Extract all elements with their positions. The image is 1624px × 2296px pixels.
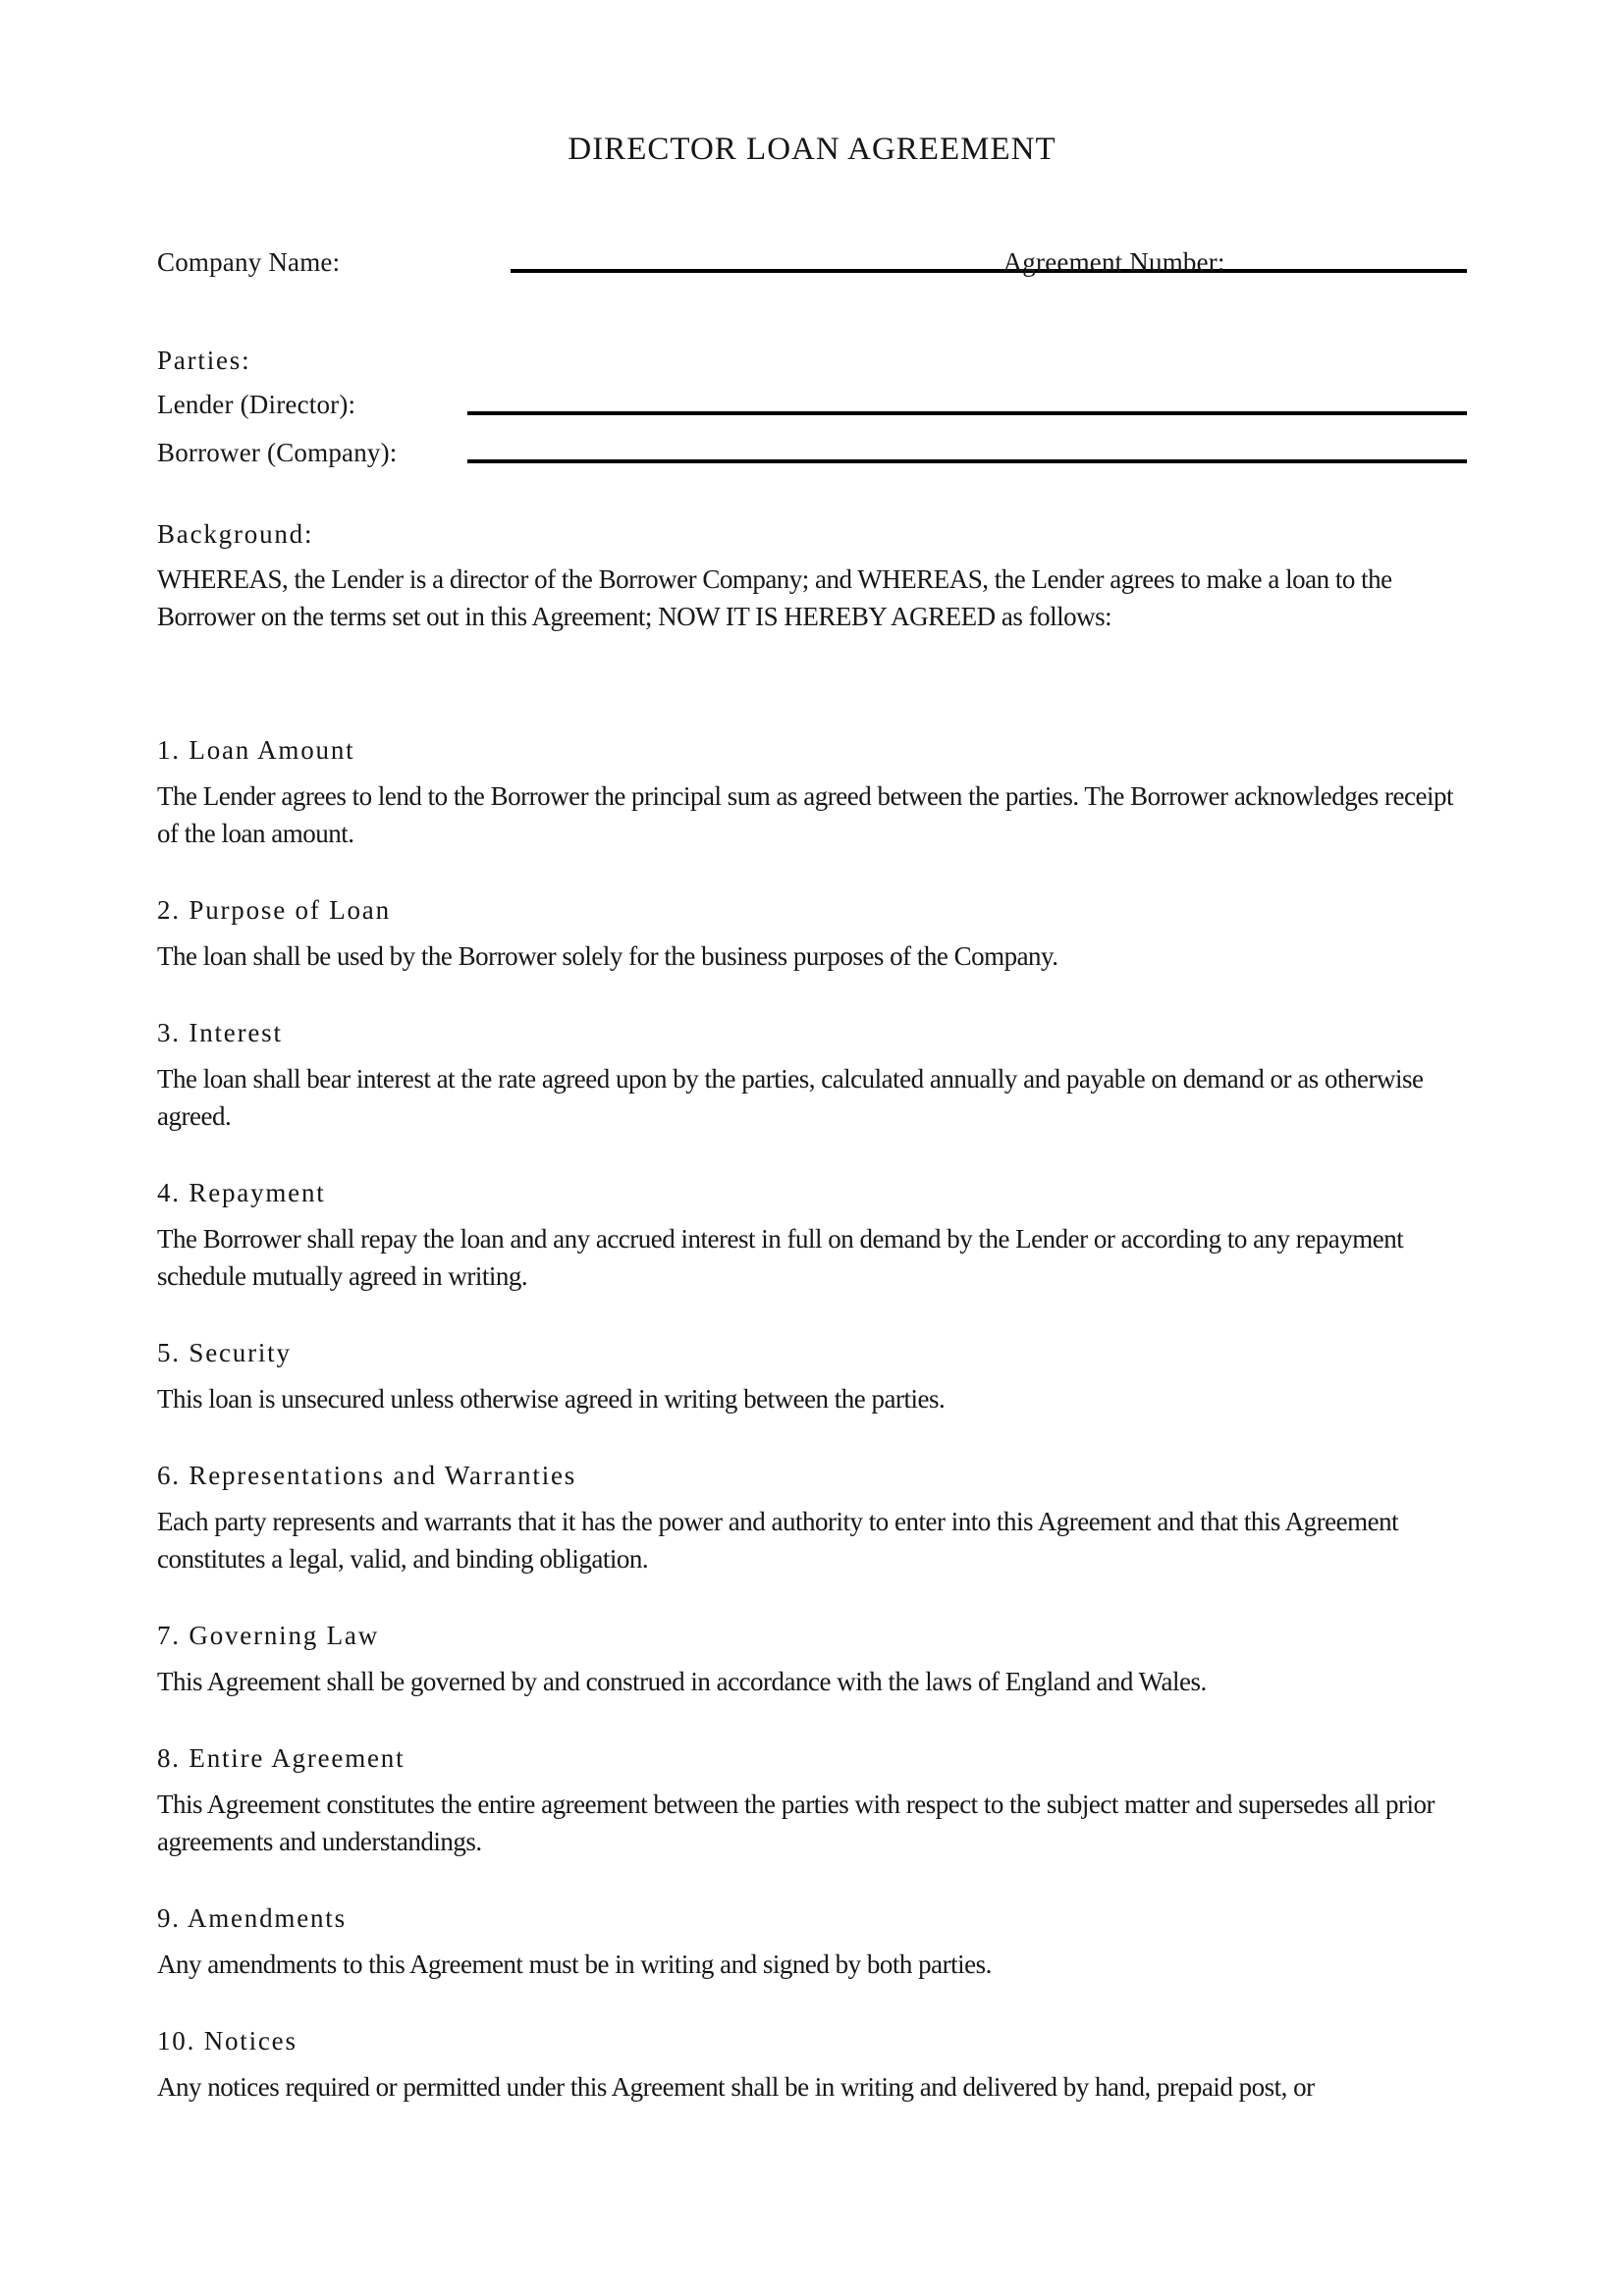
section-heading: 3. Interest: [157, 1018, 283, 1047]
section-paragraph: The loan shall be used by the Borrower solely for the business purposes of the Company.: [157, 941, 1058, 971]
lender-label: Lender (Director):: [157, 390, 356, 419]
section-paragraph: Any amendments to this Agreement must be in writing and signed by both parties.: [157, 1949, 992, 1979]
section-paragraph: This loan is unsecured unless otherwise agreed in writing between the parties.: [157, 1384, 946, 1414]
section-paragraph: This Agreement constitutes the entire agreement between the parties with respect to the subject matter and supersedes all prior agreements and understandings.: [157, 1789, 1435, 1856]
section: [157, 1014, 1467, 1135]
section: [157, 1899, 1467, 1983]
borrower-row: [157, 434, 1467, 471]
section-heading: 2. Purpose of Loan: [157, 895, 391, 925]
document-title: DIRECTOR LOAN AGREEMENT: [568, 132, 1056, 167]
parties-heading: Parties:: [157, 346, 251, 375]
lender-row: [157, 386, 1467, 423]
sections: [157, 731, 1467, 2106]
section: [157, 1174, 1467, 1295]
lender-field-line[interactable]: [467, 386, 1467, 415]
section-paragraph: The Borrower shall repay the loan and any accrued interest in full on demand by the Lender or according to any repayment schedule mutually agreed in writing.: [157, 1224, 1404, 1291]
borrower-field-line[interactable]: [467, 434, 1467, 463]
section-paragraph: The loan shall bear interest at the rate agreed upon by the parties, calculated annually and payable on demand or as otherwise agreed.: [157, 1064, 1424, 1131]
section-heading: 10. Notices: [157, 2026, 298, 2056]
section: [157, 2022, 1467, 2106]
section-heading: 8. Entire Agreement: [157, 1743, 406, 1773]
background-paragraph: WHEREAS, the Lender is a director of the Borrower Company; and WHEREAS, the Lender agrees to make a loan to the Borrower on the terms set out in this Agreement; NOW IT IS HEREBY AGREED as follows:: [157, 564, 1392, 631]
section: [157, 1334, 1467, 1417]
company-agreement-row: [157, 243, 1467, 281]
section-paragraph: Any notices required or permitted under this Agreement shall be in writing and delivered by hand, prepaid post, or: [157, 2072, 1315, 2102]
section: [157, 731, 1467, 852]
section: [157, 1739, 1467, 1860]
section-paragraph: The Lender agrees to lend to the Borrower the principal sum as agreed between the parties. The Borrower acknowledges receipt of the loan amount.: [157, 781, 1453, 848]
borrower-label: Borrower (Company):: [157, 438, 398, 467]
section-heading: 7. Governing Law: [157, 1621, 379, 1650]
section-heading: 6. Representations and Warranties: [157, 1461, 577, 1490]
agreement-number-label: Agreement Number:: [1002, 247, 1225, 277]
company-name-field-line[interactable]: [511, 243, 1467, 277]
section-heading: 1. Loan Amount: [157, 735, 355, 765]
company-name-label: Company Name:: [157, 247, 341, 277]
background-heading: Background:: [157, 519, 314, 549]
section-paragraph: This Agreement shall be governed by and construed in accordance with the laws of England and Wales.: [157, 1667, 1207, 1696]
section: [157, 1457, 1467, 1577]
section-paragraph: Each party represents and warrants that it has the power and authority to enter into this Agreement and that this Agreement constitutes a legal, valid, and binding obligation.: [157, 1507, 1399, 1574]
section-heading: 5. Security: [157, 1338, 292, 1367]
section-heading: 9. Amendments: [157, 1903, 347, 1933]
section: [157, 891, 1467, 975]
section-heading: 4. Repayment: [157, 1178, 326, 1207]
section: [157, 1617, 1467, 1700]
